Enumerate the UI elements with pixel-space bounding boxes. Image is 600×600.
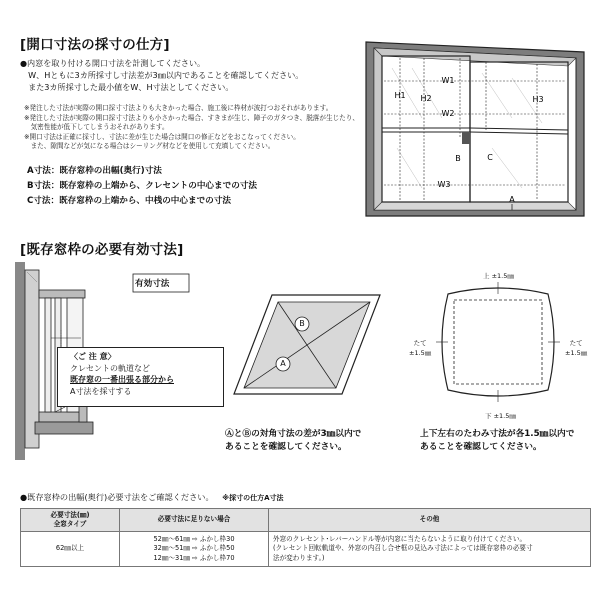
intro-line: W、Hともに3カ所採寸し寸法差が3㎜以内であることを確認してください。	[20, 70, 304, 81]
other-line: (クレセント回転軌道や、外窓の内召し合せ框の見込み寸法によっては既存窓枠の必要寸	[273, 544, 533, 553]
section3-intro-text: ●既存窓枠の出幅(奥行)必要寸法をご確認ください。	[20, 492, 214, 502]
table-header-row	[21, 509, 591, 532]
tolerance-left-value: ±1.5㎜	[409, 348, 432, 357]
note-line: また、隙間などが気になる場合はシーリング材などを使用して充填してください。	[24, 142, 275, 151]
caution-text	[70, 351, 174, 397]
section3-intro	[20, 492, 284, 503]
tolerance-right	[565, 339, 587, 359]
a-label: A	[509, 195, 515, 204]
h2-label: H2	[420, 94, 432, 103]
effective-size-label: 有効寸法	[135, 279, 170, 289]
note-line: ※発注した寸法が実際の開口採寸寸法よりも小さかった場合、すきまが生じ、障子のガタつき、脱落が生じたり、	[24, 113, 359, 122]
table-header: その他	[269, 509, 591, 532]
w2-label: W2	[441, 109, 455, 118]
caption-line: ⒶとⒷの対角寸法の差が3㎜以内で	[225, 429, 362, 439]
window-measure-diagram	[362, 38, 588, 220]
tolerance-right-value: ±1.5㎜	[565, 348, 588, 357]
caution-line: A寸法を採寸する	[70, 386, 132, 396]
table-cell-shortfall	[120, 531, 269, 567]
definition-a: A寸法：既存窓枠の出幅(奥行)寸法	[27, 166, 162, 176]
section1-intro	[20, 57, 303, 93]
caution-title: 〈ご 注 意〉	[70, 352, 116, 361]
caution-line: クレセントの軌道など	[70, 363, 150, 373]
table-cell-other	[269, 531, 591, 567]
caption-line: あることを確認してください。	[420, 442, 542, 453]
caption-line: 上下左右のたわみ寸法が各1.5㎜以内で	[420, 429, 575, 439]
tolerance-right-label: たて	[569, 339, 583, 347]
dimension-definitions	[27, 164, 257, 209]
tolerance-top: 上 ±1.5㎜	[483, 272, 514, 280]
w3-label: W3	[437, 180, 451, 189]
tolerance-left	[409, 339, 431, 359]
table-row	[21, 531, 591, 567]
section1-notes	[24, 104, 359, 152]
required-size-table	[20, 508, 591, 567]
table-header: 必要寸法に足りない場合	[120, 509, 269, 532]
shortfall-line: 52㎜～61㎜ ⇨ ふかし枠30	[153, 534, 235, 543]
tolerance-bottom: 下 ±1.5㎜	[485, 412, 516, 420]
b-label: B	[455, 154, 461, 163]
other-line: 法が変わります。)	[273, 553, 325, 562]
shortfall-line: 12㎜～31㎜ ⇨ ふかし枠70	[153, 553, 235, 562]
note-line: 気密性能が低下してしまうおそれがあります。	[24, 123, 169, 132]
intro-line: また3カ所採寸した最小値をW、H寸法としてください。	[20, 82, 234, 93]
w1-label: W1	[441, 76, 455, 85]
c-label: C	[487, 153, 493, 162]
section1-title: [開口寸法の採寸の仕方]	[20, 37, 170, 53]
section2-title: [既存窓枠の必要有効寸法]	[20, 242, 184, 258]
intro-line: ●内窓を取り付ける開口寸法を計測してください。	[20, 58, 206, 68]
deflection-caption	[420, 428, 574, 455]
diagonal-diagram	[230, 290, 385, 410]
diagonal-b-letter: B	[299, 319, 305, 328]
definition-c: C寸法：既存窓枠の上端から、中桟の中心までの寸法	[27, 196, 231, 207]
note-line: ※発注した寸法が実際の開口採寸寸法よりも大きかった場合、施工後に枠材が波打つおそれがあります。	[24, 104, 333, 112]
h3-label: H3	[532, 95, 544, 104]
diagonal-a-letter: A	[280, 359, 286, 368]
deflection-diagram	[420, 278, 580, 414]
shortfall-line: 32㎜～51㎜ ⇨ ふかし枠50	[153, 544, 235, 553]
definition-b: B寸法：既存窓枠の上端から、クレセントの中心までの寸法	[27, 181, 257, 192]
other-line: 外窓のクレセント･レバーハンドル等が内窓に当たらないように取り付けてください。	[273, 534, 527, 543]
section3-intro-note: ※採寸の仕方A寸法	[222, 494, 284, 502]
diagonal-caption	[225, 428, 361, 455]
caution-line: 既存窓の一番出張る部分から	[70, 375, 174, 385]
note-line: ※開口寸法は正確に採寸し、寸法に差が生じた場合は開口の修正などをおこなってください。	[24, 132, 300, 141]
h1-label: H1	[394, 91, 406, 100]
tolerance-left-label: たて	[413, 339, 427, 347]
table-header: 必要寸法(㎜) 全窓タイプ	[21, 509, 120, 532]
caption-line: あることを確認してください。	[225, 442, 347, 453]
table-cell-required: 62㎜以上	[21, 531, 120, 567]
